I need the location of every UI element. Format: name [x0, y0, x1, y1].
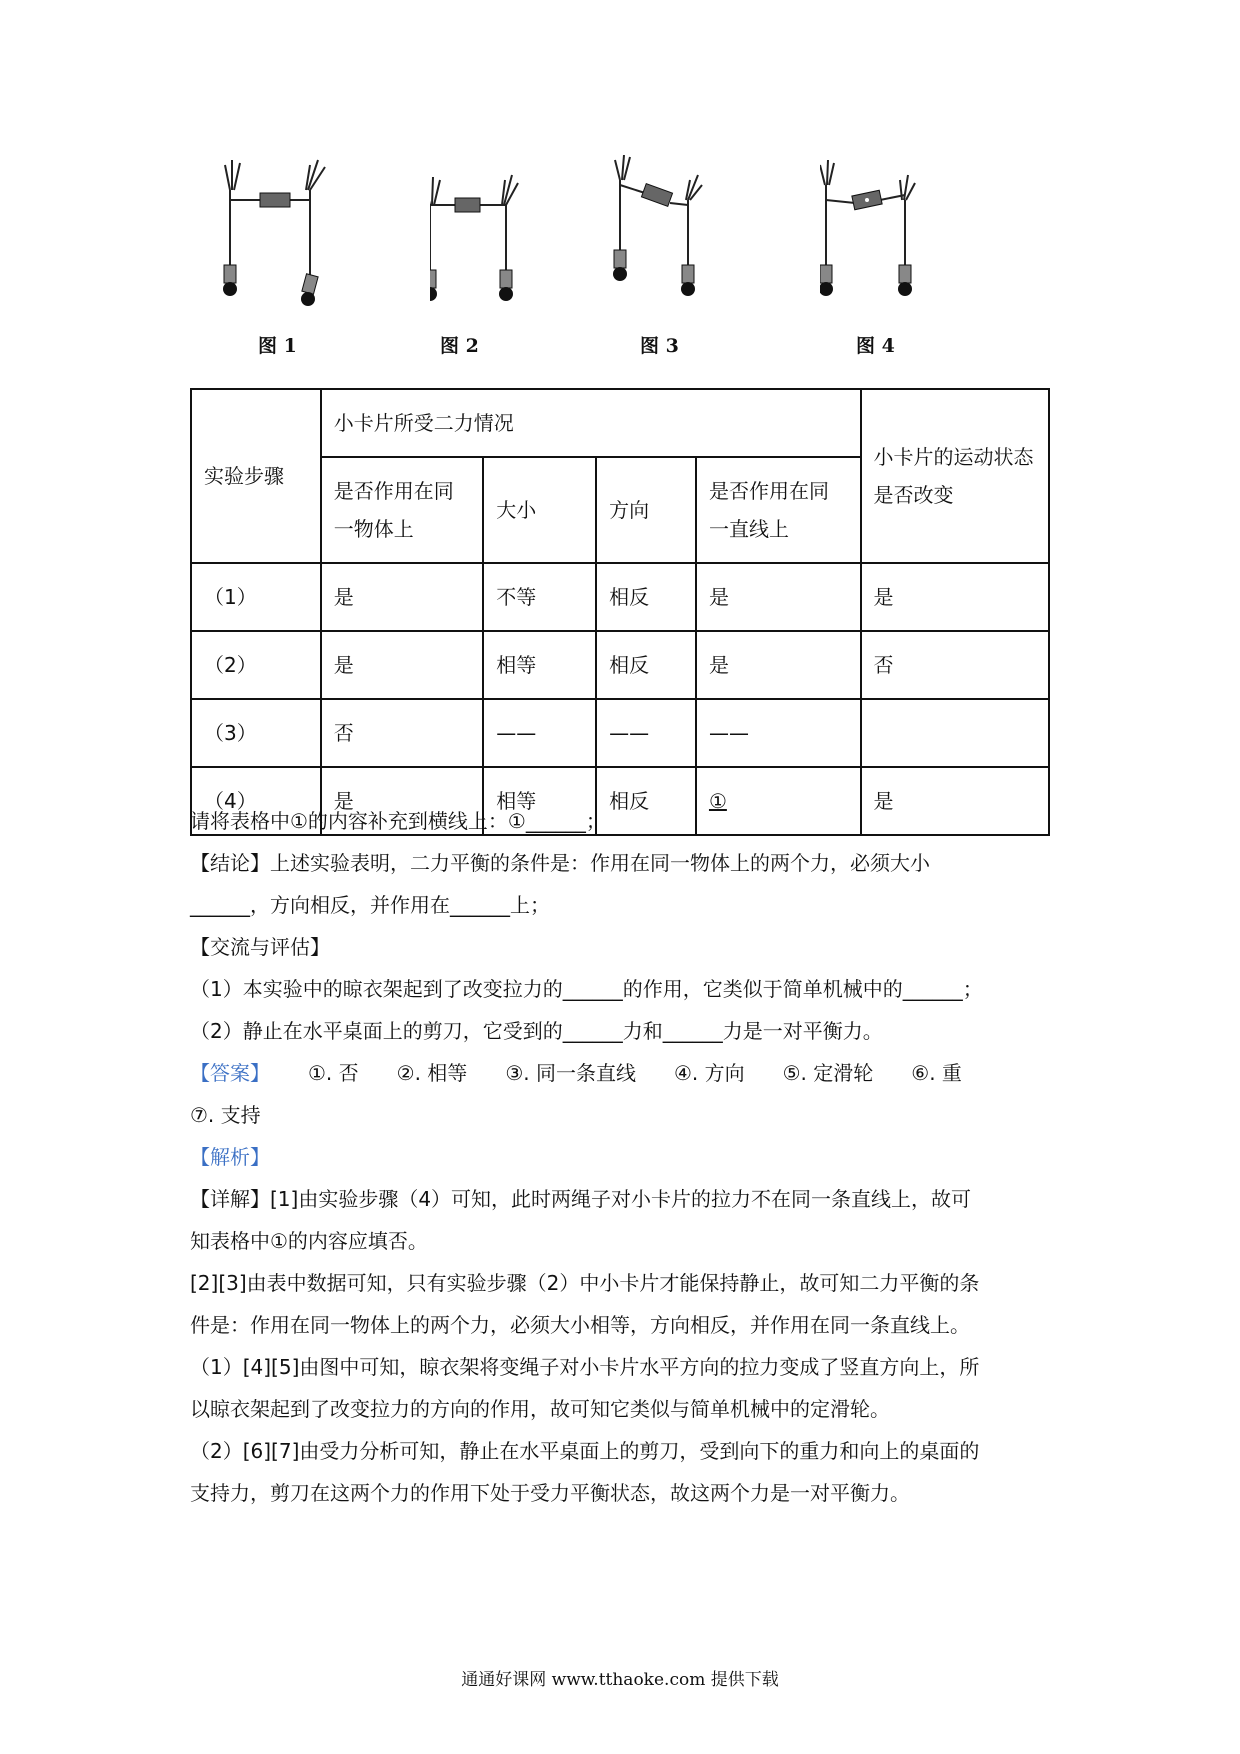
- figure-3-drawing: [610, 155, 750, 325]
- cell-same-line-blank: ①: [696, 767, 861, 835]
- header-force-group: 小卡片所受二力情况: [321, 389, 861, 457]
- cell-same-line: 是: [696, 631, 861, 699]
- header-same-line: 是否作用在同一直线上: [696, 457, 861, 563]
- answer-line-2: ⑦. 支持: [190, 1103, 261, 1127]
- table-row: [191, 699, 1049, 767]
- cell-step: （1）: [191, 563, 321, 631]
- header-step: 实验步骤: [191, 389, 321, 563]
- table-row: [191, 563, 1049, 631]
- cell-size: 相等: [483, 631, 596, 699]
- answer-item: ⑤. 定滑轮: [782, 1061, 874, 1085]
- answer-item: ③. 同一条直线: [505, 1061, 636, 1085]
- detail-4b: 支持力，剪刀在这两个力的作用下处于受力平衡状态，故这两个力是一对平衡力。: [190, 1481, 910, 1505]
- cell-state: 否: [861, 631, 1049, 699]
- cell-same-body: 否: [321, 699, 484, 767]
- analysis-label: 【解析】: [190, 1145, 270, 1169]
- cell-state: 是: [861, 767, 1049, 835]
- cell-state: [861, 699, 1049, 767]
- header-state: 小卡片的运动状态是否改变: [861, 389, 1049, 563]
- figure-3-caption: 图 3: [640, 335, 679, 357]
- question-1: （1）本实验中的晾衣架起到了改变拉力的______的作用，它类似于简单机械中的______；: [190, 977, 983, 1001]
- header-direction: 方向: [596, 457, 696, 563]
- detail-1a: 【详解】[1]由实验步骤（4）可知，此时两绳子对小卡片的拉力不在同一条直线上，故可: [190, 1187, 972, 1211]
- experiment-table: [190, 388, 1050, 836]
- table-header-row-1: [191, 389, 1049, 457]
- cell-same-body: 是: [321, 631, 484, 699]
- conclusion-line-2: ______，方向相反，并作用在______上；: [190, 893, 550, 917]
- question-text: [190, 800, 1060, 1514]
- answer-item: ⑥. 重: [911, 1061, 962, 1085]
- conclusion-line-1: 【结论】上述实验表明，二力平衡的条件是：作用在同一物体上的两个力，必须大小: [190, 851, 930, 875]
- cell-direction: 相反: [596, 563, 696, 631]
- answer-item: ①. 否: [308, 1061, 359, 1085]
- cell-step: （4）: [191, 767, 321, 835]
- answer-item: ④. 方向: [673, 1061, 745, 1085]
- figure-2-drawing: [430, 155, 570, 325]
- header-same-body: 是否作用在同一物体上: [321, 457, 484, 563]
- answer-item: ②. 相等: [396, 1061, 468, 1085]
- fill-blank-line: 请将表格中①的内容补充到横线上：①______；: [190, 809, 606, 833]
- cell-same-line: ——: [696, 699, 861, 767]
- cell-size: 不等: [483, 563, 596, 631]
- figure-4-drawing: [820, 155, 960, 325]
- cell-state: 是: [861, 563, 1049, 631]
- table-row: [191, 631, 1049, 699]
- detail-3a: （1）[4][5]由图中可知，晾衣架将变绳子对小卡片水平方向的拉力变成了竖直方向上，所: [190, 1355, 980, 1379]
- cell-size: 相等: [483, 767, 596, 835]
- figure-2-caption: 图 2: [440, 335, 479, 357]
- figure-3: [610, 155, 780, 365]
- detail-2a: [2][3]由表中数据可知，只有实验步骤（2）中小卡片才能保持静止，故可知二力平衡的条: [190, 1271, 980, 1295]
- cell-step: （3）: [191, 699, 321, 767]
- figure-1-drawing: [210, 155, 350, 325]
- page-footer: 通通好课网 www.tthaoke.com 提供下载: [461, 1670, 779, 1690]
- answer-line: [190, 1052, 1060, 1094]
- cell-direction: 相反: [596, 767, 696, 835]
- cell-size: ——: [483, 699, 596, 767]
- figure-1: [210, 155, 380, 365]
- cell-direction: ——: [596, 699, 696, 767]
- answer-label: 【答案】: [190, 1061, 270, 1085]
- detail-1b: 知表格中①的内容应填否。: [190, 1229, 428, 1253]
- cell-direction: 相反: [596, 631, 696, 699]
- detail-2b: 件是：作用在同一物体上的两个力，必须大小相等，方向相反，并作用在同一条直线上。: [190, 1313, 970, 1337]
- figure-4: [820, 155, 990, 365]
- exchange-title: 【交流与评估】: [190, 935, 330, 959]
- figure-row: [180, 155, 1080, 370]
- figure-4-caption: 图 4: [856, 335, 895, 357]
- figure-2: [430, 155, 600, 365]
- cell-same-body: 是: [321, 767, 484, 835]
- detail-3b: 以晾衣架起到了改变拉力的方向的作用，故可知它类似与简单机械中的定滑轮。: [190, 1397, 890, 1421]
- question-2: （2）静止在水平桌面上的剪刀，它受到的______力和______力是一对平衡力。: [190, 1019, 883, 1043]
- cell-step: （2）: [191, 631, 321, 699]
- figure-1-caption: 图 1: [258, 335, 297, 357]
- cell-same-body: 是: [321, 563, 484, 631]
- header-size: 大小: [483, 457, 596, 563]
- detail-4a: （2）[6][7]由受力分析可知，静止在水平桌面上的剪刀，受到向下的重力和向上的桌面的: [190, 1439, 980, 1463]
- cell-same-line: 是: [696, 563, 861, 631]
